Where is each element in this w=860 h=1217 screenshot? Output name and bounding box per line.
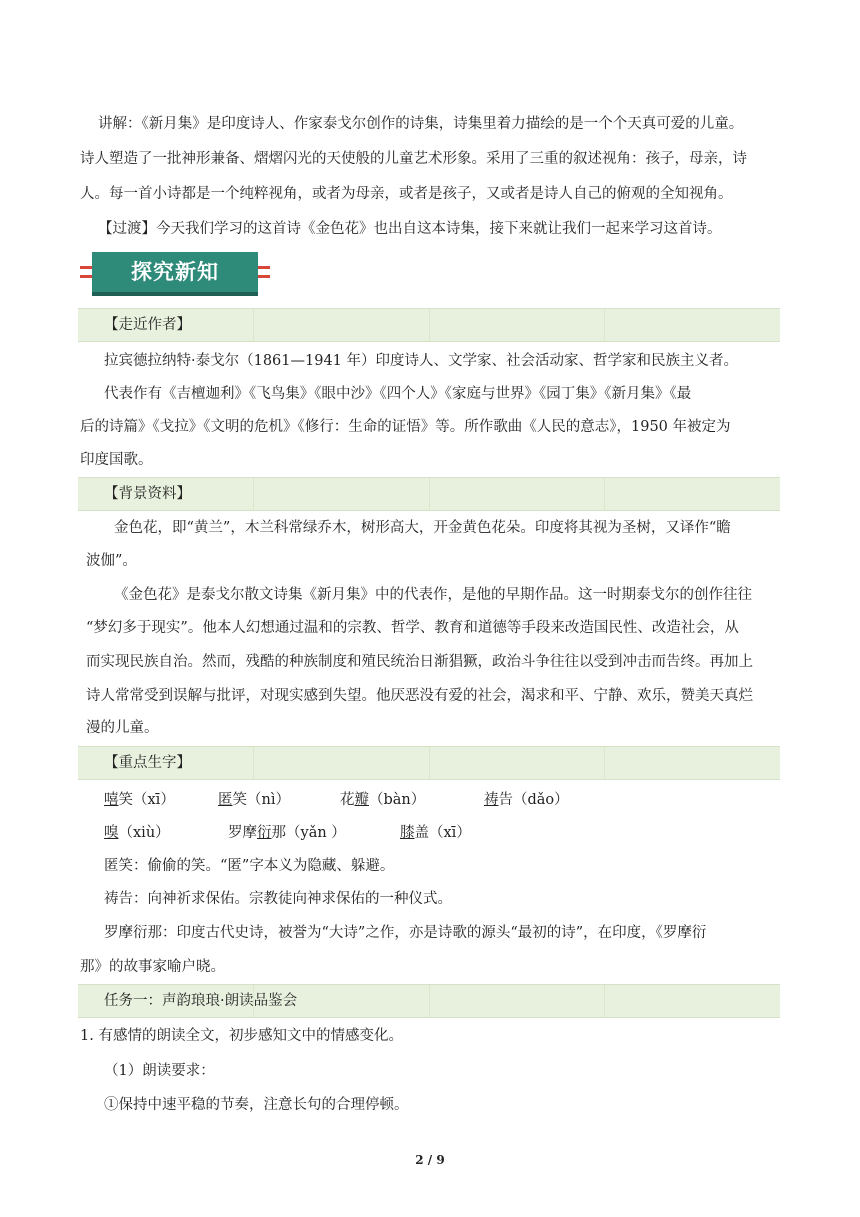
vocab-word-3: 花瓣（bàn）: [340, 792, 426, 808]
vocab-heading-bar: [78, 746, 780, 780]
banner-stripe-right-bottom: [258, 275, 270, 278]
vocab-word-1: 嘻笑（xī）: [104, 792, 175, 808]
intro-line-2: 诗人塑造了一批神形兼备、熠熠闪光的天使般的儿童艺术形象。采用了三重的叙述视角：孩子，母亲，诗: [80, 151, 747, 167]
task1-item-1: 1. 有感情的朗读全文，初步感知文中的情感变化。: [80, 1028, 403, 1044]
intro-line-1: 讲解：《新月集》是印度诗人、作家泰戈尔创作的诗集，诗集里着力描绘的是一个个天真可爱的儿童。: [98, 116, 744, 132]
author-heading: 【走近作者】: [104, 317, 191, 333]
task1-requirement-1: ①保持中速平稳的节奏，注意长句的合理停顿。: [104, 1097, 409, 1113]
vocab-word-6: 罗摩衍那（yǎn ）: [228, 825, 346, 841]
transition-text: 【过渡】今天我们学习的这首诗《金色花》也出自这本诗集，接下来就让我们一起来学习这首诗。: [98, 221, 722, 237]
background-p1-line-2: 波伽”。: [86, 553, 137, 569]
task1-sub-1: （1）朗读要求：: [104, 1063, 215, 1079]
author-line-4: 印度国歌。: [80, 452, 153, 468]
banner-title: 探究新知: [131, 260, 219, 284]
background-p2-line-2: “梦幻多于现实”。他本人幻想通过温和的宗教、哲学、教育和道德等手段来改造国民性、改造社会，从: [86, 620, 739, 636]
intro-line-3: 人。每一首小诗都是一个纯粹视角，或者为母亲，或者是孩子，又或者是诗人自己的俯观的全知视角。: [80, 186, 733, 202]
background-heading-bar: [78, 477, 780, 511]
vocab-definition-2: 祷告：向神祈求保佑。宗教徒向神求保佑的一种仪式。: [104, 891, 452, 907]
banner-stripe-right-top: [258, 266, 270, 269]
background-p2-line-1: 《金色花》是泰戈尔散文诗集《新月集》中的代表作，是他的早期作品。这一时期泰戈尔的创作往往: [114, 587, 752, 603]
background-p2-line-4: 诗人常常受到误解与批评，对现实感到失望。他厌恶没有爱的社会，渴求和平、宁静、欢乐，赞美天真烂: [86, 688, 753, 704]
vocab-word-5: 嗅（xiù）: [104, 825, 170, 841]
background-p2-line-3: 而实现民族自治。然而，残酷的种族制度和殖民统治日渐猖獗，政治斗争往往以受到冲击而告终。再加上: [86, 654, 753, 670]
page-number: 2 / 9: [415, 1153, 445, 1167]
task1-heading-bar: [78, 984, 780, 1018]
author-line-1: 拉宾德拉纳特·泰戈尔（1861—1941 年）印度诗人、文学家、社会活动家、哲学家和民族主义者。: [104, 353, 739, 369]
vocab-definition-3-line-2: 那》的故事家喻户晓。: [80, 959, 225, 975]
vocab-word-7: 膝盖（xī）: [400, 825, 471, 841]
banner-stripe-left-bottom: [80, 275, 92, 278]
background-heading: 【背景资料】: [104, 486, 191, 502]
background-p2-line-5: 漫的儿童。: [86, 720, 159, 736]
author-heading-bar: [78, 308, 780, 342]
vocab-definition-3-line-1: 罗摩衍那：印度古代史诗，被誉为“大诗”之作，亦是诗歌的源头“最初的诗”，在印度，《罗摩衍: [104, 925, 707, 941]
author-line-3: 后的诗篇》《戈拉》《文明的危机》《修行：生命的证悟》等。所作歌曲《人民的意志》，1950 年被定为: [80, 419, 731, 435]
vocab-heading: 【重点生字】: [104, 755, 191, 771]
background-p1-line-1: 金色花，即“黄兰”，木兰科常绿乔木，树形高大，开金黄色花朵。印度将其视为圣树，又译作“瞻: [114, 520, 731, 536]
author-line-2: 代表作有《吉檀迦利》《飞鸟集》《眼中沙》《四个人》《家庭与世界》《园丁集》《新月集》《最: [104, 386, 692, 402]
banner-stripe-left-top: [80, 266, 92, 269]
task1-heading: 任务一：声韵琅琅·朗读品鉴会: [104, 993, 298, 1009]
vocab-definition-1: 匿笑：偷偷的笑。“匿”字本义为隐藏、躲避。: [104, 858, 395, 874]
section-banner: [80, 248, 270, 300]
vocab-word-2: 匿笑（nì）: [218, 792, 290, 808]
vocab-word-4: 祷告（dǎo）: [484, 792, 569, 808]
